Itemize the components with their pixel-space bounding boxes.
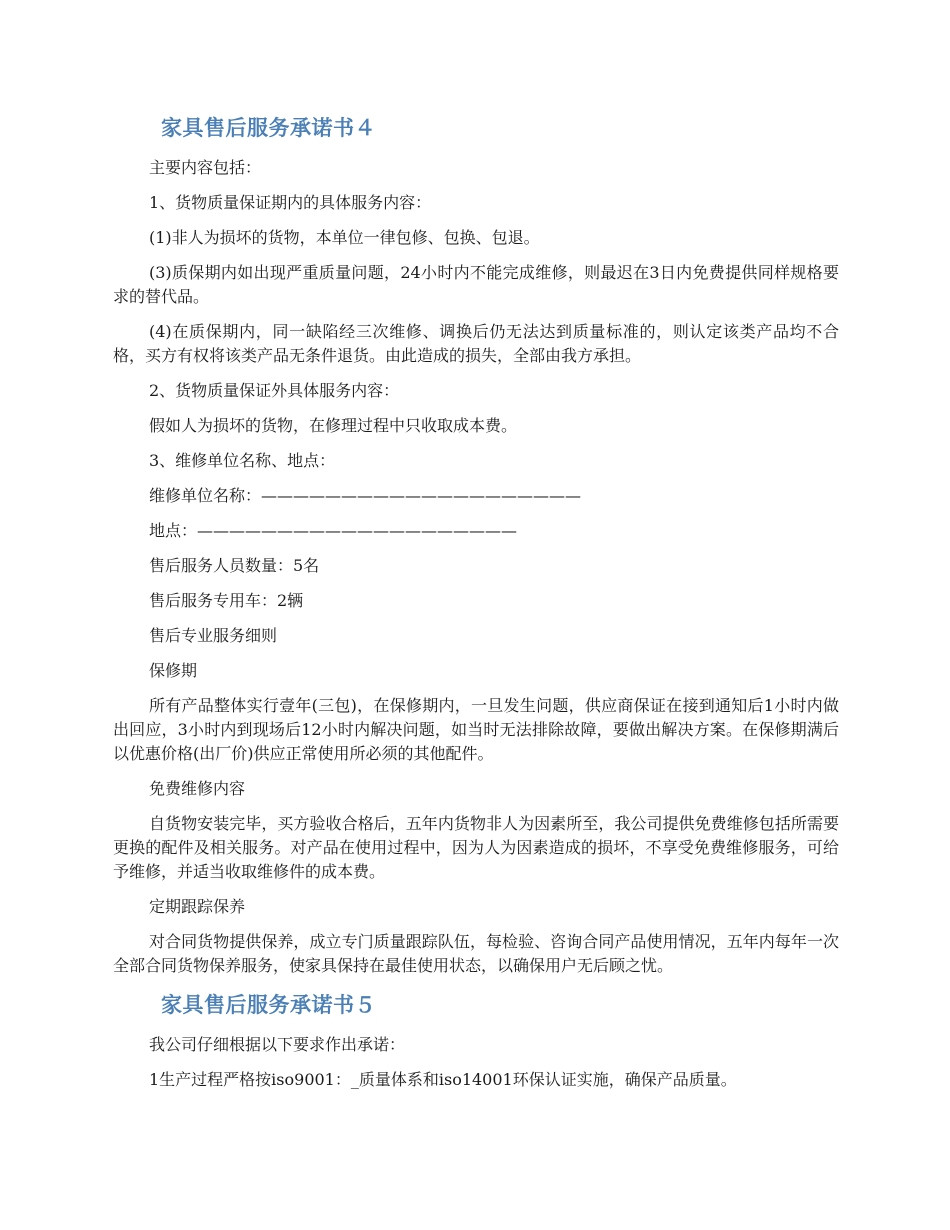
paragraph-repair-unit-name: 维修单位名称：———————————————————— — [149, 486, 582, 505]
paragraph-warranty-period-title: 1、货物质量保证期内的具体服务内容： — [149, 193, 432, 212]
paragraph-repair-unit-title: 3、维修单位名称、地点： — [149, 451, 336, 470]
section-heading-5: 家具售后服务承诺书５ — [161, 993, 376, 1017]
paragraph-service-vehicles: 售后服务专用车：2辆 — [149, 591, 304, 610]
paragraph-warranty-title: 保修期 — [149, 661, 198, 680]
section-heading-4: 家具售后服务承诺书４ — [161, 116, 376, 140]
paragraph-outside-warranty-title: 2、货物质量保证外具体服务内容： — [149, 381, 400, 400]
paragraph-item-3: (3)质保期内如出现严重质量问题，24小时内不能完成维修，则最迟在3日内免费提供同样规格要求的替代品。 — [113, 263, 839, 306]
paragraph-item-1: (1)非人为损坏的货物，本单位一律包修、包换、包退。 — [149, 228, 540, 247]
paragraph-warranty-body: 所有产品整体实行壹年(三包)，在保修期内，一旦发生问题，供应商保证在接到通知后1小时内做出回应，3小时内到现场后12小时内解决问题，如当时无法排除故障，要做出解决方案。在保修期满后以优惠价格(出厂价)供应正常使用所必须的其他配件。 — [113, 696, 839, 763]
paragraph-free-repair-body: 自货物安装完毕，买方验收合格后，五年内货物非人为因素所至，我公司提供免费维修包括所需要更换的配件及相关服务。对产品在使用过程中，因为人为因素造成的损坏，不享受免费维修服务，可给予维修，并适当收取维修件的成本费。 — [113, 814, 839, 881]
paragraph-intro: 主要内容包括： — [149, 158, 262, 177]
paragraph-free-repair-title: 免费维修内容 — [149, 779, 246, 798]
paragraph-maintenance-body: 对合同货物提供保养，成立专门质量跟踪队伍，每检验、咨询合同产品使用情况，五年内每年一次全部合同货物保养服务，使家具保持在最佳使用状态，以确保用户无后顾之忧。 — [113, 932, 839, 975]
paragraph-staff-count: 售后服务人员数量：5名 — [149, 556, 320, 575]
paragraph-repair-location: 地点：———————————————————— — [149, 521, 518, 540]
document-content — [113, 112, 839, 1103]
paragraph-human-damage: 假如人为损坏的货物，在修理过程中只收取成本费。 — [149, 416, 518, 435]
paragraph-commitment-1: 1生产过程严格按iso9001：_质量体系和iso14001环保认证实施，确保产品质量。 — [149, 1070, 737, 1089]
paragraph-commitment-intro: 我公司仔细根据以下要求作出承诺： — [149, 1035, 406, 1054]
paragraph-maintenance-title: 定期跟踪保养 — [149, 897, 246, 916]
paragraph-item-4: (4)在质保期内，同一缺陷经三次维修、调换后仍无法达到质量标准的，则认定该类产品均不合格，买方有权将该类产品无条件退货。由此造成的损失，全部由我方承担。 — [113, 322, 839, 365]
paragraph-service-rules: 售后专业服务细则 — [149, 626, 278, 645]
